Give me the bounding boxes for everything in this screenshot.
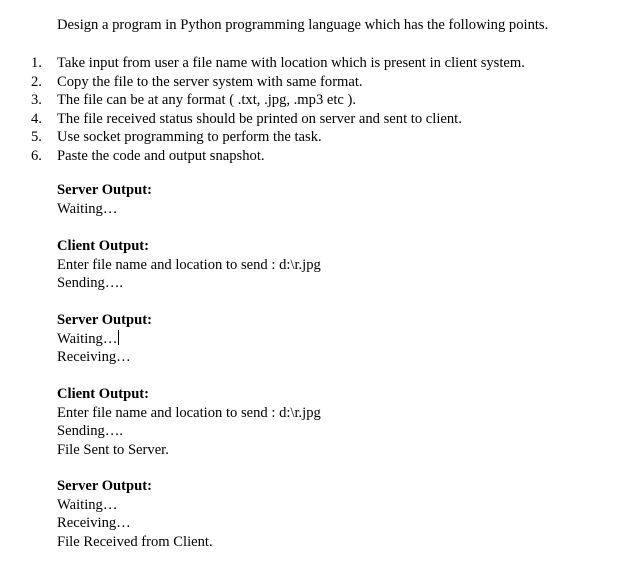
output-line: Enter file name and location to send : d:\r.jpg — [57, 256, 321, 273]
text-caret — [118, 330, 119, 345]
output-line-with-caret — [57, 330, 152, 349]
list-number: 6. — [31, 147, 42, 164]
server-output-block-3 — [57, 477, 213, 551]
list-number: 4. — [31, 110, 42, 127]
server-output-block-2 — [57, 311, 152, 367]
output-line: Waiting… — [57, 496, 118, 513]
output-line: Waiting… — [57, 200, 118, 217]
list-number: 1. — [31, 55, 42, 71]
output-heading: Server Output: — [57, 312, 152, 328]
list-text: Paste the code and output snapshot. — [57, 147, 265, 164]
output-line: Sending…. — [57, 275, 124, 291]
output-line-text: Waiting… — [57, 330, 118, 347]
list-number: 5. — [31, 129, 42, 146]
output-heading: Server Output: — [57, 182, 152, 198]
list-number: 3. — [31, 92, 42, 109]
server-output-block-1 — [57, 181, 152, 218]
list-text: Copy the file to the server system with same format. — [57, 73, 363, 90]
list-text: The file received status should be printed on server and sent to client. — [57, 110, 462, 127]
output-heading: Client Output: — [57, 238, 150, 254]
list-text: Use socket programming to perform the task. — [57, 129, 322, 146]
output-line: Sending…. — [57, 423, 124, 439]
output-line: Receiving… — [57, 515, 131, 531]
output-line: File Sent to Server. — [57, 441, 169, 458]
list-number: 2. — [31, 73, 42, 90]
output-line: Receiving… — [57, 349, 131, 365]
output-line: Enter file name and location to send : d:\r.jpg — [57, 404, 321, 421]
output-heading: Client Output: — [57, 386, 150, 402]
list-text: The file can be at any format ( .txt, .jpg, .mp3 etc ). — [57, 92, 357, 109]
output-line: File Received from Client. — [57, 533, 213, 550]
list-text: Take input from user a file name with location which is present in client system. — [57, 55, 525, 71]
intro-text: Design a program in Python programming language which has the following points. — [57, 17, 549, 33]
output-heading: Server Output: — [57, 478, 152, 494]
client-output-block-1 — [57, 237, 321, 293]
client-output-block-2 — [57, 385, 321, 459]
